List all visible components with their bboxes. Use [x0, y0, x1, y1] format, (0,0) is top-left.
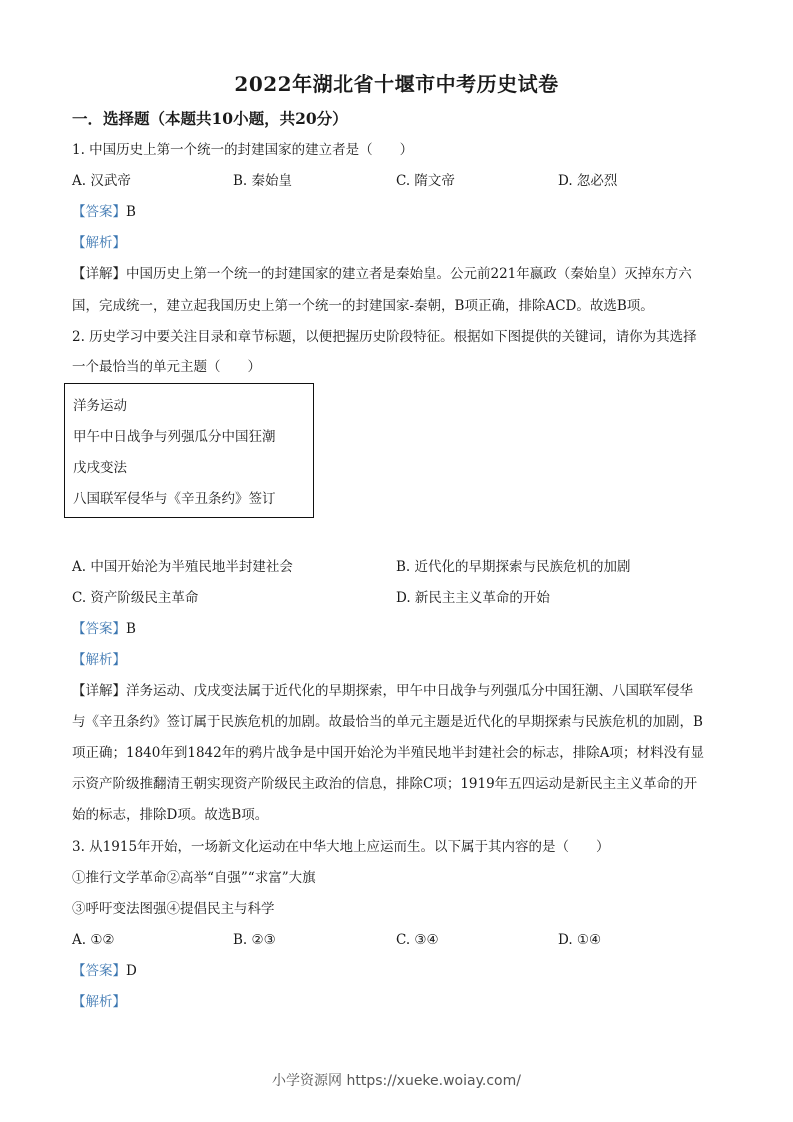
- detail-text: 中国历史上第一个统一的封建国家的建立者是秦始皇。公元前221年嬴政（秦始皇）灭掉东方六: [126, 266, 692, 282]
- question-3-option-c: C. ③④: [396, 932, 439, 948]
- question-2-option-c: C. 资产阶级民主革命: [72, 590, 199, 606]
- question-1-option-a: A. 汉武帝: [72, 173, 131, 189]
- footer-watermark: 小学资源网 https://xueke.woiay.com/: [272, 1073, 521, 1089]
- detail-label: 【详解】: [72, 266, 126, 282]
- question-2-answer: [72, 619, 136, 639]
- question-2-analysis-label: [72, 650, 126, 670]
- answer-label: 【答案】: [72, 621, 126, 637]
- keyword-item: 甲午中日战争与列强瓜分中国狂潮: [73, 429, 276, 445]
- question-1-option-d: D. 忽必烈: [558, 173, 618, 189]
- detail-label: 【详解】: [72, 683, 126, 699]
- question-1-detail-line-2: 国，完成统一，建立起我国历史上第一个统一的封建国家-秦朝，B项正确，排除ACD。故选B项。: [72, 298, 654, 314]
- question-3-analysis-label: [72, 992, 126, 1012]
- question-3-stem-line-2: ①推行文学革命②高举“自强”“求富”大旗: [72, 870, 316, 886]
- question-2-option-b: B. 近代化的早期探索与民族危机的加剧: [396, 559, 631, 575]
- keyword-item: 洋务运动: [73, 398, 127, 414]
- page-title: 2022年湖北省十堰市中考历史试卷: [234, 72, 559, 96]
- question-2-option-a: A. 中国开始沦为半殖民地半封建社会: [72, 559, 293, 575]
- question-2-detail-line-5: 始的标志，排除D项。故选B项。: [72, 807, 269, 823]
- question-2-detail-line-2: 与《辛丑条约》签订属于民族危机的加剧。故最恰当的单元主题是近代化的早期探索与民族危机的加剧，B: [72, 714, 703, 730]
- question-3-answer: [72, 961, 137, 981]
- question-2-detail-line-3: 项正确；1840年到1842年的鸦片战争是中国开始沦为半殖民地半封建社会的标志，排除A项；材料没有显: [72, 745, 704, 761]
- answer-value: B: [126, 621, 136, 637]
- question-2-detail-line-1: [72, 681, 693, 701]
- question-3-option-d: D. ①④: [558, 932, 602, 948]
- section-heading: 一．选择题（本题共10小题，共20分）: [72, 109, 348, 128]
- question-1-stem: 1. 中国历史上第一个统一的封建国家的建立者是（ ）: [72, 142, 414, 158]
- question-1-analysis-label: [72, 233, 126, 253]
- detail-text: 洋务运动、戊戌变法属于近代化的早期探索，甲午中日战争与列强瓜分中国狂潮、八国联军侵华: [126, 683, 693, 699]
- analysis-label: 【解析】: [72, 994, 126, 1010]
- question-2-option-d: D. 新民主主义革命的开始: [396, 590, 550, 606]
- answer-value: B: [126, 204, 136, 220]
- question-1-answer: [72, 202, 136, 222]
- question-3-stem-line-3: ③呼吁变法图强④提倡民主与科学: [72, 901, 275, 917]
- question-3-stem-line-1: 3. 从1915年开始，一场新文化运动在中华大地上应运而生。以下属于其内容的是（ ）: [72, 839, 610, 855]
- question-1-option-b: B. 秦始皇: [233, 173, 293, 189]
- question-3-option-a: A. ①②: [72, 932, 115, 948]
- question-1-detail-line-1: [72, 264, 692, 284]
- keyword-item: 戊戌变法: [73, 460, 127, 476]
- answer-label: 【答案】: [72, 204, 126, 220]
- answer-label: 【答案】: [72, 963, 126, 979]
- keyword-box: [64, 383, 314, 518]
- answer-value: D: [126, 963, 137, 979]
- analysis-label: 【解析】: [72, 235, 126, 251]
- question-2-detail-line-4: 示资产阶级推翻清王朝实现资产阶级民主政治的信息，排除C项；1919年五四运动是新民主主义革命的开: [72, 776, 698, 792]
- analysis-label: 【解析】: [72, 652, 126, 668]
- keyword-item: 八国联军侵华与《辛丑条约》签订: [73, 491, 276, 507]
- question-2-stem-line-2: 一个最恰当的单元主题（ ）: [72, 359, 261, 375]
- question-2-stem-line-1: 2. 历史学习中要关注目录和章节标题，以便把握历史阶段特征。根据如下图提供的关键词，请你为其选择: [72, 329, 697, 345]
- question-1-option-c: C. 隋文帝: [396, 173, 455, 189]
- question-3-option-b: B. ②③: [233, 932, 276, 948]
